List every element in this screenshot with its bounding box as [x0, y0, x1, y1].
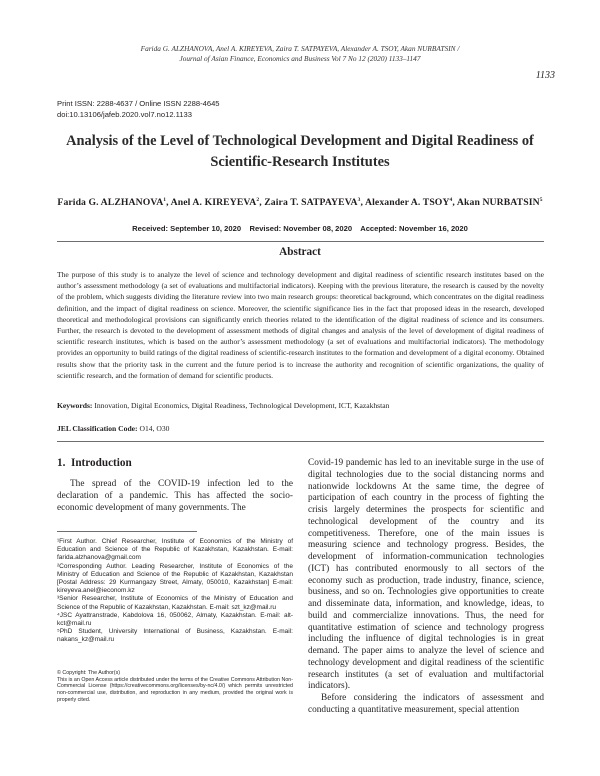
footnotes: [57, 538, 293, 645]
right-column: [308, 458, 544, 717]
body-paragraph: Before considering the indicators of assessment and conducting a quantitative measurement, special attention: [308, 693, 544, 715]
body-paragraph: The spread of the COVID-19 infection led to the declaration of a pandemic. This has affected the socio-economic development of many governments. The: [57, 479, 293, 513]
keywords-text: Innovation, Digital Economics, Digital Readiness, Technological Development, ICT, Kazakhstan: [94, 401, 390, 410]
section-heading: 1. Introduction: [57, 457, 132, 469]
author-name: Zaira T. SATPAYEVA: [264, 197, 358, 209]
issn-block: [57, 98, 220, 120]
running-head: [90, 44, 510, 64]
keywords: [57, 401, 544, 410]
author-superscript: 2: [256, 197, 260, 203]
page-number: 1133: [535, 70, 555, 81]
author-list: Farida G. ALZHANOVA$^1$, Anel A. KIREYEVA$^2$, Zaira T. SATPAYEVA$^3$, Alexander A. TSOY$^4$, Akan NURBATSIN$^5$: [57, 197, 543, 209]
footnote: ⁴JSC Ayattranstrade, Kabdolova 16, 050062, Almaty, Kazakhstan. E-mail: alt-kct@mail.ru: [57, 611, 293, 628]
copyright-line: © Copyright: The Author(s): [57, 670, 120, 676]
author-name: Farida G. ALZHANOVA: [57, 197, 164, 209]
copyright-notice: [57, 670, 293, 704]
author-name: Anel A. KIREYEVA: [170, 197, 257, 209]
keywords-label: Keywords:: [57, 401, 93, 410]
divider: [57, 241, 544, 242]
abstract-text: The purpose of this study is to analyze the level of science and technology development and digital readiness of scientific research institutes based on the author’s assessment methodology (a set of evaluations and multifactorial indicators). Keeping with the previous literature, the research is caused by the novelty of the problem, which suggests dividing the literature review into two main research groups: theoretical background, which concentrates on the digital readiness definition, and the impact of digital readiness on science. Moreover, the scientific significance lies in the fact that proposed ideas in the research, developed theoretical and methodological provisions can significantly enrich theories related to the identification of the digital readiness of science and its consumers. Further, the research is devoted to the development of assessment methods of digital changes and analysis of the level of development of digital readiness of scientific research institutes, which is based on the author’s assessment methodology (a set of evaluations and multifactorial indicators). The methodology provides an opportunity to build ratings of the digital readiness of scientific-research institutes to the formation and development of a digital economy. Obtained results show that the priority task in the current and the future period is to increase the authority and recognition of scientific organizations, the quality of scientific research, and the formation of demand for scientific products.: [57, 270, 544, 380]
jel-codes: [57, 424, 544, 433]
author-name: Akan NURBATSIN: [456, 197, 540, 209]
submission-dates: Received: September 10, 2020 Revised: November 08, 2020 Accepted: November 16, 2020: [132, 224, 468, 233]
paper-title: Analysis of the Level of Technological Development and Digital Readiness of Scientific-Research Institutes: [66, 133, 534, 170]
jel-text: O14, O30: [139, 424, 170, 433]
body-paragraph: Covid-19 pandemic has led to an inevitable surge in the use of digital technologies due to the social distancing norms and nationwide lockdowns At the same time, the degree of participation of each country in the process of fighting the crisis largely determines the prospects for scientific and technological development of the country and its competitiveness. Therefore, one of the main issues is measuring science and technology progress. Besides, the development of information-communication technologies (ICT) has contributed enormously to all sectors of the economy such as production, trade industry, finance, science, business, and so on. Technologies give opportunities to create and disseminate data, information, and knowledge, ideas, to build and commercialize innovations. Thus, the need for quantitative estimation of science and technology progress including the influence of digital technologies is in great demand. The paper aims to analyze the level of science and technology development and digital readiness of the scientific research institutes (a set of evaluation and multifactorial indicators).: [308, 458, 544, 692]
running-head-journal: Journal of Asian Finance, Economics and Business Vol 7 No 12 (2020) 1133–1147: [179, 54, 421, 63]
issn: Print ISSN: 2288-4637 / Online ISSN 2288-4645: [57, 99, 220, 108]
footnote: ⁵PhD Student, University International of Business, Kazakhstan. E-mail: nakans_kz@mail.ru: [57, 628, 293, 644]
author-superscript: 3: [357, 197, 361, 203]
divider: [57, 441, 544, 442]
footnote: ²Corresponding Author. Leading Researcher, Institute of Economics of the Ministry of Education and Science of the Republic of Kazakhstan, Kazakhstan [Postal Address: 29 Kurmangazy Street, Almaty, 050010, Kazakhstan] E-mail: kireyeva.anel@ieconom.kz: [57, 562, 293, 595]
author-superscript: 4: [449, 197, 453, 203]
footnote: ³Senior Researcher, Institute of Economics of the Ministry of Education and Science of the Republic of Kazakhstan, Kazakhstan. E-mail: szt_kz@mail.ru: [57, 595, 293, 611]
footnote: ¹First Author. Chief Researcher, Institute of Economics of the Ministry of Education and Science of the Republic of Kazakhstan, Kazakhstan. E-mail: farida.alzhanova@gmail.com: [57, 538, 293, 562]
footnote-rule: [57, 531, 197, 532]
author-superscript: 5: [539, 197, 543, 203]
abstract-heading: Abstract: [279, 246, 321, 258]
doi[interactable]: doi:10.13106/jafeb.2020.vol7.no12.1133: [57, 110, 192, 119]
author-name: Alexander A. TSOY: [365, 197, 450, 209]
license-text: This is an Open Access article distributed under the terms of the Creative Commons Attribution Non-Commercial License (https://creativecommons.org/licenses/by-nc/4.0/) which permits unrestricted non-commercial use, distribution, and reproduction in any medium, provided the original work is properly cited.: [57, 676, 293, 703]
jel-label: JEL Classification Code:: [57, 424, 138, 433]
author-superscript: 1: [163, 197, 167, 203]
running-head-authors: Farida G. ALZHANOVA, Anel A. KIREYEVA, Zaira T. SATPAYEVA, Alexander A. TSOY, Akan NURBATSIN /: [140, 44, 460, 53]
